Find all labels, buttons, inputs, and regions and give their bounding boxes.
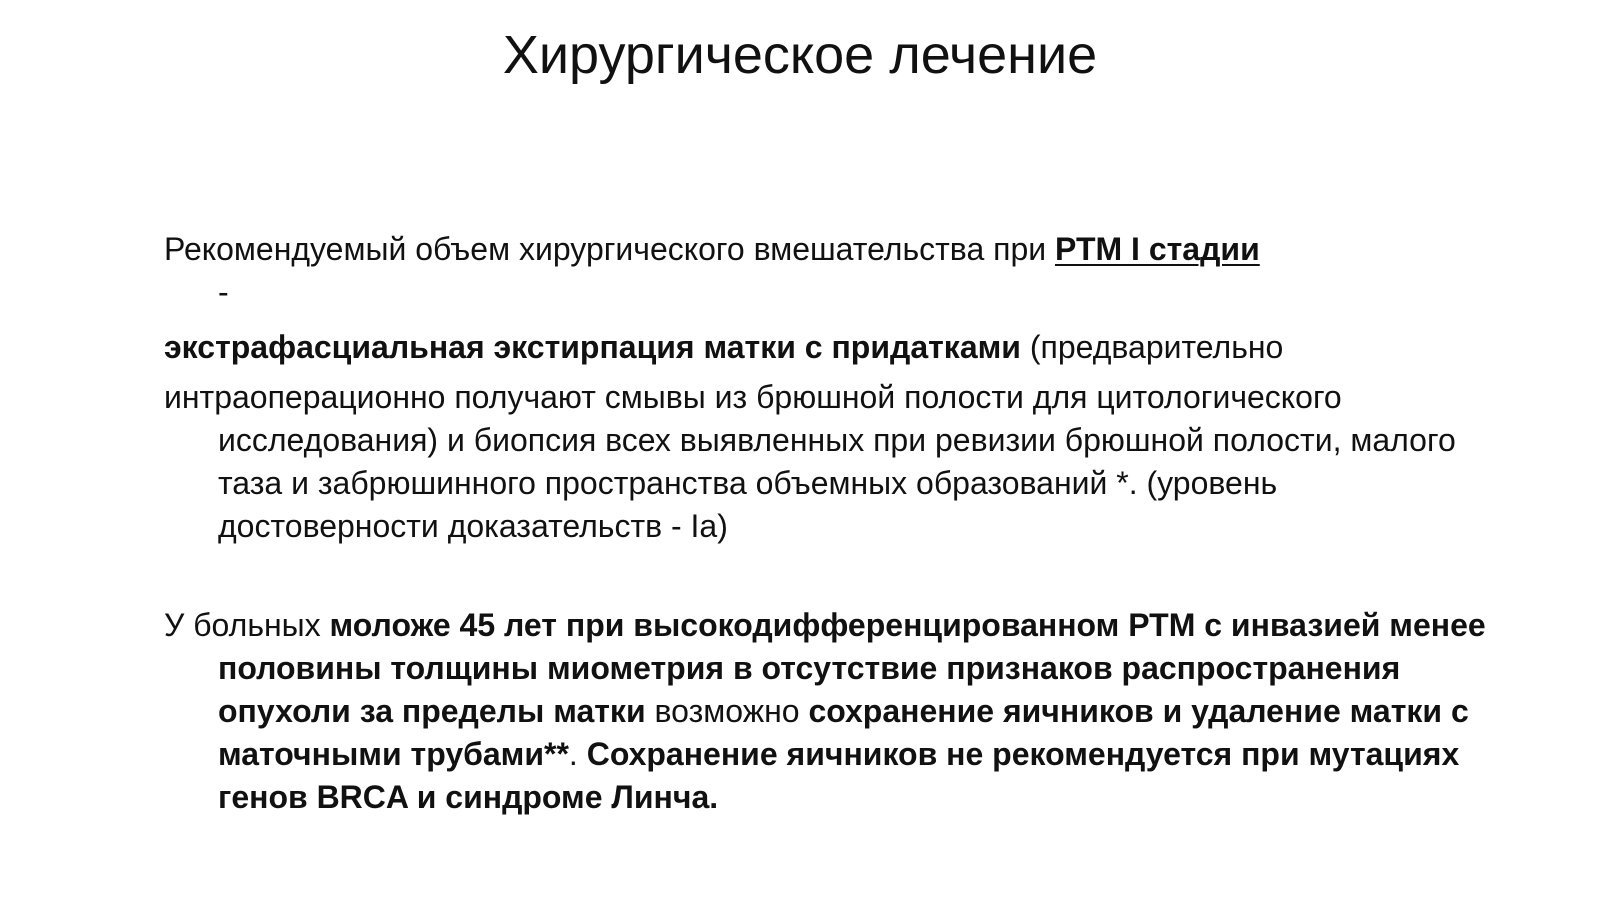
p4-bold1: моложе 45 лет при высокодифференцированном РТМ с инвазией менее половины толщины миометрия в отсутствие признаков распространения опухоли за пределы матки: [218, 607, 1486, 729]
paragraph-procedure: [164, 326, 1488, 369]
paragraph-recommended-volume: [164, 228, 1488, 314]
p1-emphasis: РТМ I стадии: [1055, 231, 1260, 267]
p1-dash: -: [218, 274, 229, 310]
p2-bold: экстрафасциальная экстирпация матки с придатками: [164, 329, 1021, 365]
p1-text: Рекомендуемый объем хирургического вмешательства при: [164, 231, 1056, 267]
p3-text: интраоперационно получают смывы из брюшной полости для цитологического исследования) и биопсия всех выявленных при ревизии брюшной полости, малого таза и забрюшинного пространства объемных образований *. (уровень достоверности доказательств - Ia): [164, 379, 1456, 544]
paragraph-young-patients: [164, 604, 1488, 819]
p4-lead: У больных: [164, 607, 330, 643]
p4-bold3: Сохранение яичников не рекомендуется при мутациях генов BRCA и синдроме Линча.: [218, 736, 1460, 815]
p4-dot: .: [568, 736, 578, 772]
slide-title: Хирургическое лечение: [502, 25, 1098, 85]
paragraph-intraoperative: [164, 376, 1488, 548]
p2-text: (предварительно: [1020, 329, 1284, 365]
p4-bold2: сохранение яичников и удаление матки с маточными трубами**: [218, 693, 1469, 772]
p4-mid: возможно: [645, 693, 809, 729]
